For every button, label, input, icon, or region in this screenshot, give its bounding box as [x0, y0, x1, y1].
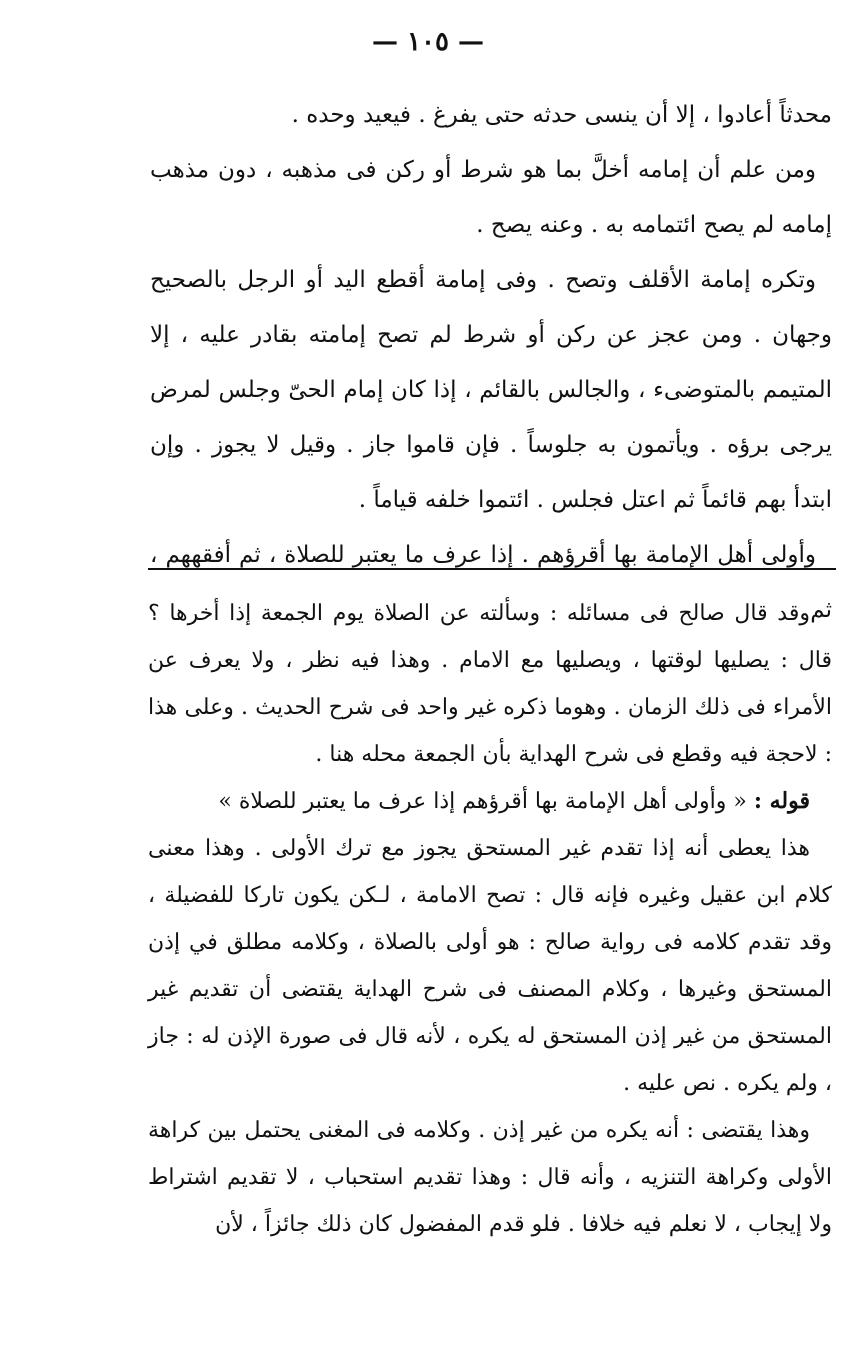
- main-paragraph: وتكره إمامة الأقلف وتصح . وفى إمامة أقطع اليد أو الرجل بالصحيح وجهان . ومن عجز عن ركن أو شرط لم تصح إمامته بقادر عليه ، إلا المتيمم بالمتوضىء ، والجالس بالقائم ، إذا كان إمام الحىّ وجلس لمرض يرجى برؤه . ويأتمون به جلوساً . فإن قاموا جاز . وقيل لا يجوز . وإن ابتدأ بهم قائماً ثم اعتل فجلس . ائتموا خلفه قياماً .: [150, 267, 832, 513]
- commentary-quote-line: [148, 778, 832, 825]
- main-paragraph: وأولى أهل الإمامة بها أقرؤهم . إذا عرف ما يعتبر للصلاة ، ثم أفقههم ، ثم: [150, 542, 832, 623]
- main-paragraph: محدثاً أعادوا ، إلا أن ينسى حدثه حتى يفرغ . فيعيد وحده .: [291, 102, 832, 128]
- commentary-paragraph: هذا يعطى أنه إذا تقدم غير المستحق يجوز مع ترك الأولى . وهذا معنى كلام ابن عقيل وغيره فإنه قال : تصح الامامة ، لـكن يكون تاركا للفضيلة ، وقد تقدم كلامه فى رواية صالح : هو أولى بالصلاة ، وكلامه مطلق في إذن المستحق وغيرها ، وكلام المصنف فى شرح الهداية يقتضى أن تقديم غير المستحق من غير إذن المستحق له يكره ، لأنه قال فى صورة الإذن له : جاز ، ولم يكره . نص عليه .: [148, 836, 832, 1096]
- main-paragraph: ومن علم أن إمامه أخلَّ بما هو شرط أو ركن فى مذهبه ، دون مذهب إمامه لم يصح ائتمامه به . وعنه يصح .: [150, 157, 832, 238]
- page-number: — ١٠٥ —: [371, 27, 485, 57]
- footnote-divider: [148, 568, 836, 570]
- commentary-block: [148, 590, 832, 1248]
- commentary-quote-text: « وأولى أهل الإمامة بها أقرؤهم إذا عرف ما يعتبر للصلاة »: [218, 789, 747, 814]
- commentary-paragraph: وهذا يقتضى : أنه يكره من غير إذن . وكلامه فى المغنى يحتمل بين كراهة الأولى وكراهة التنزيه ، وأنه قال : وهذا تقديم استحباب ، لا تقديم اشتراط ولا إيجاب ، لا نعلم فيه خلافا . فلو قدم المفضول كان ذلك جائزاً ، لأن: [148, 1118, 832, 1237]
- commentary-quote-label: قوله :: [753, 788, 810, 814]
- commentary-paragraph: وقد قال صالح فى مسائله : وسألته عن الصلاة يوم الجمعة إذا أخرها ؟ قال : يصليها لوقتها ، ويصليها مع الامام . وهذا فيه نظر ، ولا يعرف عن الأمراء فى ذلك الزمان . وهوما ذكره غير واحد فى شرح الحديث . وعلى هذا : لاحجة فيه وقطع فى شرح الهداية بأن الجمعة محله هنا .: [148, 601, 832, 767]
- main-text-block: [150, 88, 832, 638]
